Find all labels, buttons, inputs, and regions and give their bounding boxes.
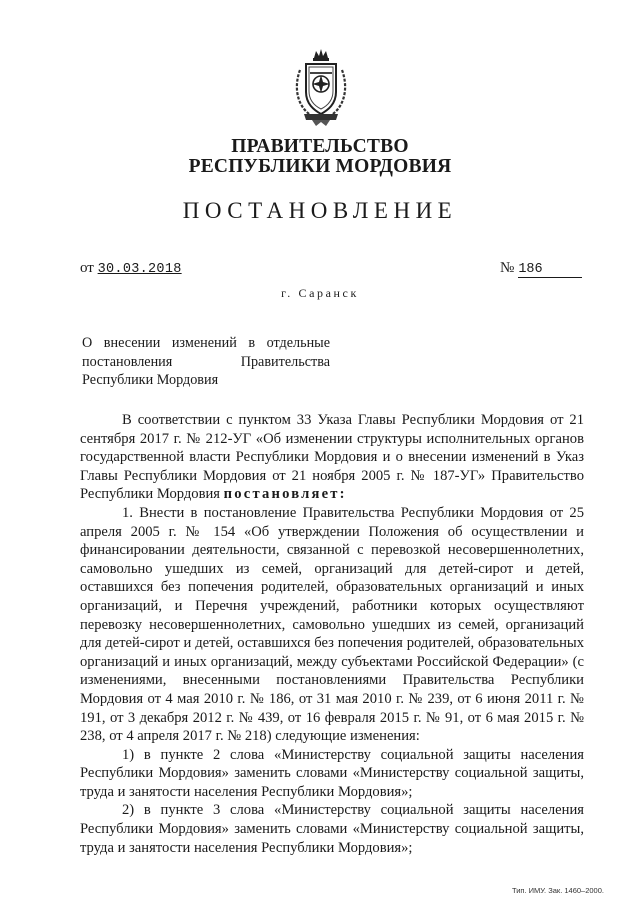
number-value: 186 xyxy=(518,262,582,278)
coat-of-arms-icon xyxy=(292,48,350,128)
document-subject xyxy=(82,334,330,390)
body-paragraph: 1) в пункте 2 слова «Министерству социальной защиты населения Республики Мордовия» заменить словами «Министерству социальной защиты, труда и занятости населения Республики Мордовия»; xyxy=(80,746,584,800)
date-value: 30.03.2018 xyxy=(97,262,182,277)
document-date xyxy=(80,260,182,277)
print-info: Тип. ИМУ. Зак. 1460–2000. xyxy=(511,886,604,895)
document-body xyxy=(80,411,584,857)
number-prefix: № xyxy=(500,260,515,276)
document-number xyxy=(500,260,590,278)
body-paragraph: 2) в пункте 3 слова «Министерству социальной защиты населения Республики Мордовия» заменить словами «Министерству социальной защиты, труда и занятости населения Республики Мордовия»; xyxy=(80,802,584,856)
resolution-keyword: постановляет: xyxy=(223,486,347,503)
preamble-text: В соответствии с пунктом 33 Указа Главы Республики Мордовия от 21 сентября 2017 г. № 212-УГ «Об изменении структуры исполнительных органов государственной власти Республики Мордовия и о внесении изменений в Указ Главы Республики Мордовия от 21 ноября 2005 г. № 187-УГ» Правительство Республики Мордовия xyxy=(80,412,584,503)
city-label: г. Саранск xyxy=(281,286,359,300)
subject-line: О внесении изменений в отдельные xyxy=(82,335,330,351)
subject-line: постановления Правительства xyxy=(82,353,330,370)
document-type: ПОСТАНОВЛЕНИЕ xyxy=(182,198,458,223)
body-paragraph xyxy=(80,411,584,504)
subject-line: Республики Мордовия xyxy=(82,372,219,388)
org-title-line1: ПРАВИТЕЛЬСТВО xyxy=(231,136,409,157)
date-prefix: от xyxy=(80,260,94,276)
org-title-line2: РЕСПУБЛИКИ МОРДОВИЯ xyxy=(188,156,452,177)
body-paragraph: 1. Внести в постановление Правительства Республики Мордовия от 25 апреля 2005 г. № 154 «Об утверждении Положения об осуществлении и финансировании деятельности, связанной с перевозкой несовершеннолетних, самовольно ушедших из семей, организаций для детей-сирот и детей, оставшихся без попечения родителей, образовательных организаций и иных организаций, и Перечня учреждений, работники которых осуществляют перевозку несовершеннолетних, самовольно ушедших из семей, организаций для детей-сирот и детей, оставшихся без попечения родителей, образовательных организаций и иных организаций, между субъектами Российской Федерации» (с изменениями, внесенными постановлениями Правительства Республики Мордовия от 4 мая 2010 г. № 186, от 31 мая 2010 г. № 239, от 6 июня 2011 г. № 191, от 3 декабря 2012 г. № 439, от 16 февраля 2015 г. № 91, от 6 мая 2015 г. № 238, от 4 апреля 2017 г. № 218) следующие изменения: xyxy=(80,504,584,745)
